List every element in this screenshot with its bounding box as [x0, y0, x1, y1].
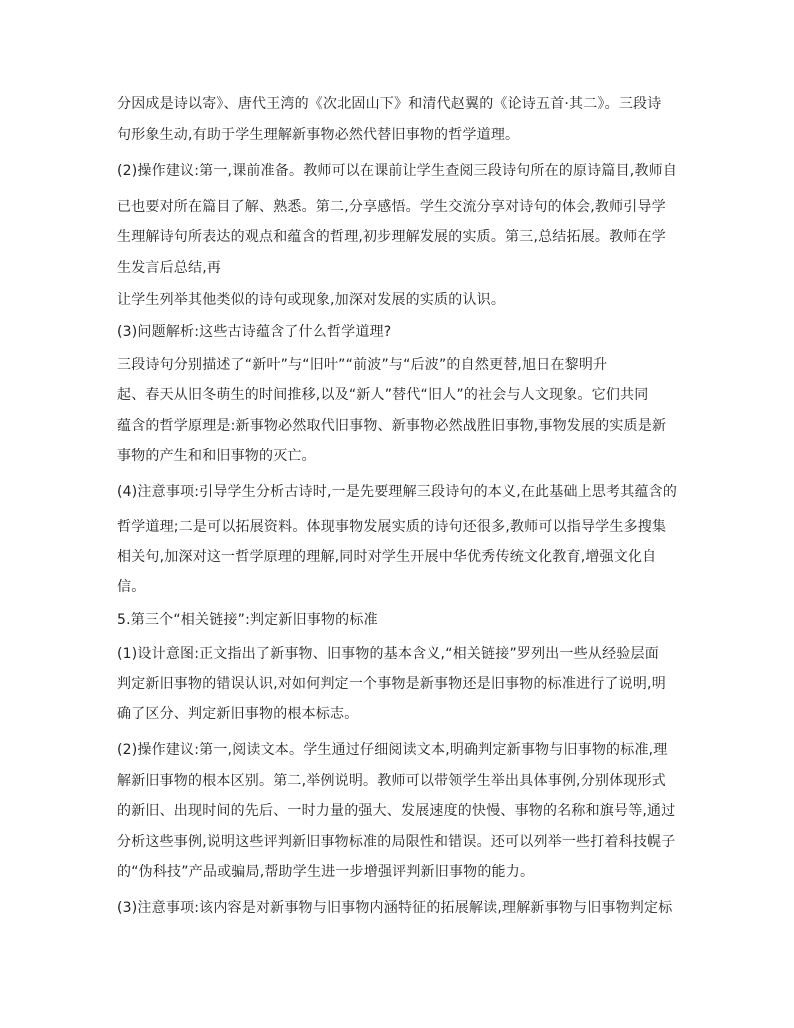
text-line: 已也要对所在篇目了解、熟悉。第二,分享感悟。学生交流分享对诗句的体会,教师引导学: [117, 199, 666, 215]
text-line: (2)操作建议:第一,阅读文本。学生通过仔细阅读文本,明确判定新事物与旧事物的标准,理: [117, 742, 668, 758]
text-line: 生发言后总结,再: [117, 260, 222, 276]
text-line: (2)操作建议:第一,课前准备。教师可以在课前让学生查阅三段诗句所在的原诗篇目,教师自: [117, 163, 678, 179]
text-line: 句形象生动,有助于学生理解新事物必然代替旧事物的哲学道理。: [117, 127, 520, 143]
text-line: 判定新旧事物的错误认识,对如何判定一个事物是新事物还是旧事物的标准进行了说明,明: [117, 676, 666, 692]
text-line: 蕴含的哲学原理是:新事物必然取代旧事物、新事物必然战胜旧事物,事物发展的实质是新: [117, 418, 667, 434]
text-line: (1)设计意图:正文指出了新事物、旧事物的基本含义,“相关链接”罗列出一些从经验层面: [117, 646, 659, 662]
text-line: 的“伪科技”产品或骗局,帮助学生进一步增强评判新旧事物的能力。: [117, 864, 535, 880]
text-line: 让学生列举其他类似的诗句或现象,加深对发展的实质的认识。: [117, 292, 506, 308]
text-line: (3)注意事项:该内容是对新事物与旧事物内涵特征的拓展解读,理解新事物与旧事物判定标: [117, 900, 673, 916]
text-line: 事物的产生和和旧事物的灭亡。: [117, 448, 316, 464]
text-line: 信。: [117, 579, 146, 595]
text-line: 哲学道理;二是可以拓展资料。体现事物发展实质的诗句还很多,教师可以指导学生多搜集: [117, 519, 667, 535]
text-line: 确了区分、判定新旧事物的根本标志。: [117, 706, 359, 722]
text-line: 分因成是诗以寄》、唐代王湾的《次北固山下》和清代赵翼的《论诗五首·其二》。三段诗: [117, 96, 662, 112]
section-heading: 5.第三个“相关链接”:判定新旧事物的标准: [117, 612, 378, 628]
text-line: 的新旧、出现时间的先后、一时力量的强大、发展速度的快慢、事物的名称和旗号等,通过: [117, 803, 676, 819]
text-line: 起、春天从旧冬萌生的时间推移,以及“新人”替代“旧人”的社会与人文现象。它们共同: [117, 387, 649, 403]
text-line: 三段诗句分别描述了“新叶”与“旧叶”“前波”与“后波”的自然更替,旭日在黎明升: [117, 357, 608, 373]
text-line: 解新旧事物的根本区别。第二,举例说明。教师可以带领学生举出具体事例,分别体现形式: [117, 773, 666, 789]
text-line: (4)注意事项:引导学生分析古诗时,一是先要理解三段诗句的本义,在此基础上思考其蕴含的: [117, 484, 678, 500]
text-line: 分析这些事例,说明这些评判新旧事物标准的局限性和错误。还可以列举一些打着科技幌子: [117, 834, 676, 850]
text-line: 生理解诗句所表达的观点和蕴含的哲理,初步理解发展的实质。第三,总结拓展。教师在学: [117, 229, 666, 245]
text-line: (3)问题解析:这些古诗蕴含了什么哲学道理?: [117, 324, 392, 340]
text-line: 相关句,加深对这一哲学原理的理解,同时对学生开展中华优秀传统文化教育,增强文化自: [117, 549, 657, 565]
